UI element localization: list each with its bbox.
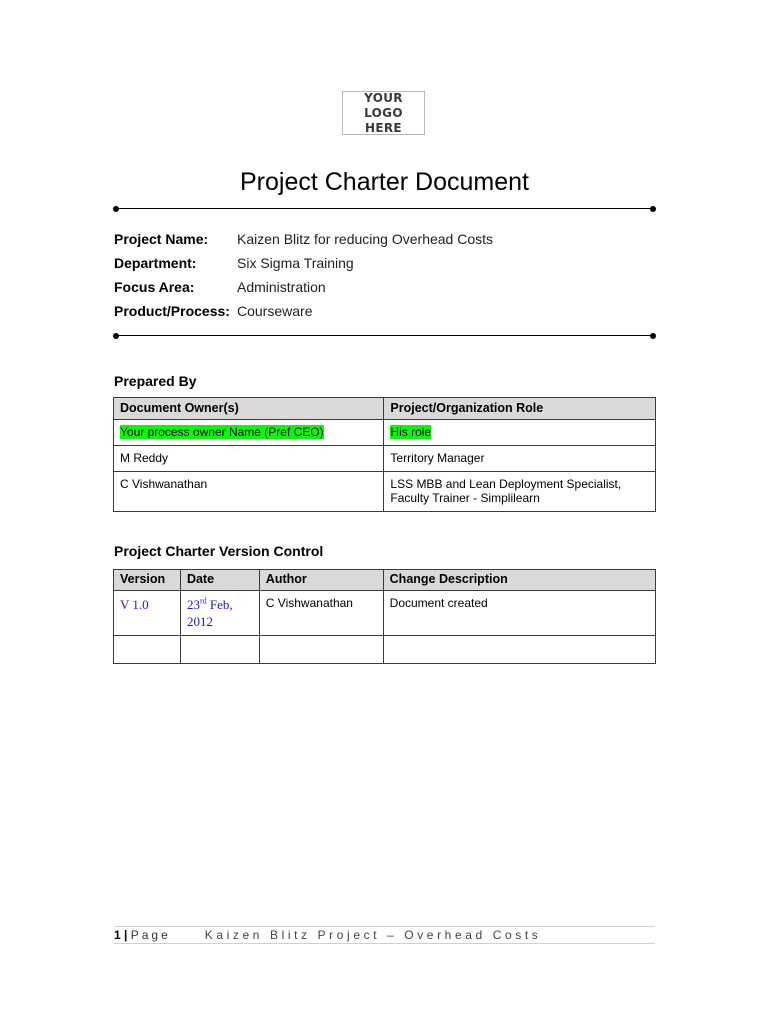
table-row [114,636,656,664]
column-header: Date [180,570,259,591]
table-header-row [114,570,656,591]
date-suffix: rd [199,596,207,606]
page-number: 1 [114,928,121,942]
table-cell: LSS MBB and Lean Deployment Specialist, Faculty Trainer - Simplilearn [384,472,656,512]
top-divider [116,208,653,209]
project-info [114,227,493,323]
info-row-project-name [114,227,493,251]
date-day: 23 [186,597,200,612]
page-footer [114,928,541,942]
info-row-department [114,251,493,275]
info-label: Focus Area: [114,279,195,295]
info-label: Product/Process: [114,303,230,319]
table-cell: C Vishwanathan [114,472,384,512]
version-control-table [113,569,656,664]
column-header: Author [259,570,383,591]
footer-text: Kaizen Blitz Project – Overhead Costs [204,928,542,942]
table-cell: Territory Manager [384,446,656,472]
table-header-row [114,398,656,420]
table-row [114,472,656,512]
table-cell [114,420,384,446]
version-control-heading: Project Charter Version Control [114,543,324,559]
info-value: Six Sigma Training [237,255,354,271]
date-cell [180,591,259,636]
logo-line-2: HERE [365,120,402,135]
table-cell [384,420,656,446]
date-year: 2012 [186,614,213,629]
info-row-focus-area [114,275,493,299]
footer-top-line [114,926,655,927]
footer-separator: | [120,928,131,942]
table-row [114,591,656,636]
change-description-cell: Document created [383,591,655,636]
version-cell: V 1.0 [114,591,181,636]
info-row-product-process [114,299,493,323]
info-value: Administration [237,279,326,295]
highlighted-text: Your process owner Name (Pref CEO) [120,425,324,439]
prepared-by-heading: Prepared By [114,373,197,389]
column-header: Document Owner(s) [114,398,384,420]
date-month: Feb, [206,597,233,612]
table-row [114,420,656,446]
info-label: Department: [114,255,197,271]
info-value: Kaizen Blitz for reducing Overhead Costs [237,231,494,247]
column-header: Project/Organization Role [384,398,656,420]
info-label: Project Name: [114,231,209,247]
info-value: Courseware [237,303,313,319]
table-cell [383,636,655,664]
page-label: Page [130,928,171,942]
column-header: Version [114,570,181,591]
table-cell [180,636,259,664]
logo-line-1: YOUR LOGO [364,90,403,120]
document-title: Project Charter Document [239,168,529,196]
bottom-divider [116,335,653,336]
highlighted-text: His role [390,425,432,439]
footer-bottom-line [114,943,655,944]
logo-placeholder [342,91,425,135]
column-header: Change Description [383,570,655,591]
prepared-by-table [113,397,656,512]
table-row [114,446,656,472]
table-cell [114,636,181,664]
table-cell: M Reddy [114,446,384,472]
table-cell [259,636,383,664]
author-cell: C Vishwanathan [259,591,383,636]
